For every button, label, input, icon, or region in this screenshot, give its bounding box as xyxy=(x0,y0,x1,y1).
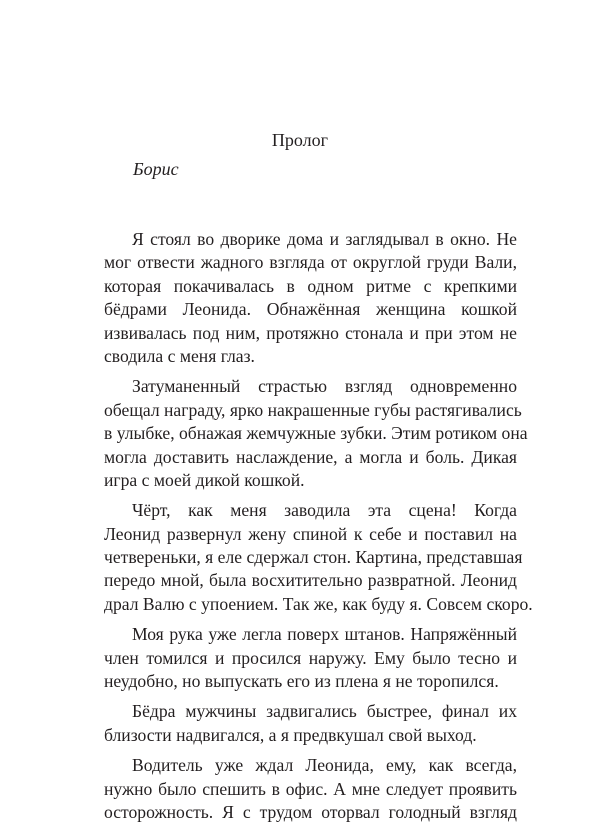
paragraph-gap xyxy=(104,492,517,499)
text-line: в улыбке, обнажая жемчужные зубки. Этим ротиком она xyxy=(104,423,528,444)
text-line: мог отвести жадного взгляда от округлой груди Вали, xyxy=(104,252,517,273)
text-line: Затуманенный страстью взгляд одновременно xyxy=(132,376,517,397)
text-line: член томился и просился наружу. Ему было тесно и xyxy=(104,647,517,668)
text-line: четвереньки, я еле сдержал стон. Картина, представшая xyxy=(104,547,523,568)
text-line: передо мной, была восхитительно развратной. Леонид xyxy=(104,570,517,591)
text-line: неудобно, но выпускать его из плена я не торопился. xyxy=(104,671,499,692)
paragraph xyxy=(104,499,533,616)
text-line: Моя рука уже легла поверх штанов. Напряжённый xyxy=(132,624,517,645)
paragraph-gap xyxy=(104,693,517,700)
text-line: Водитель уже ждал Леонида, ему, как всегда, xyxy=(132,755,517,776)
text-line: Бёдра мужчины задвигались быстрее, финал их xyxy=(132,701,517,722)
paragraph xyxy=(104,228,517,368)
paragraph-gap xyxy=(104,368,517,375)
body-text xyxy=(104,228,533,824)
paragraph-gap xyxy=(104,747,517,754)
paragraph xyxy=(104,754,517,824)
paragraph xyxy=(104,623,517,693)
text-line: Леонид развернул жену спиной к себе и поставил на xyxy=(104,523,517,544)
text-line: Я стоял во дворике дома и заглядывал в окно. Не xyxy=(132,229,517,249)
paragraph xyxy=(104,700,517,747)
text-line: обещал награду, ярко накрашенные губы растягивались xyxy=(104,399,522,420)
text-line: игра с моей дикой кошкой. xyxy=(104,469,305,490)
paragraph xyxy=(104,375,528,492)
chapter-title: Пролог xyxy=(271,130,329,150)
text-line: Чёрт, как меня заводила эта сцена! Когда xyxy=(132,500,517,521)
text-line: нужно было спешить в офис. А мне следует проявить xyxy=(104,778,517,799)
text-line: извивалась под ним, протяжно стонала и при этом не xyxy=(104,322,517,343)
text-line: которая покачивалась в одном ритме с крепкими xyxy=(104,275,517,296)
text-line: драл Валю с упоением. Так же, как буду я. Совсем скоро. xyxy=(104,593,533,614)
chapter-subtitle: Борис xyxy=(133,159,179,179)
text-line: сводила с меня глаз. xyxy=(104,345,255,366)
text-line: близости надвигался, а я предвкушал свой выход. xyxy=(104,724,477,745)
paragraph-gap xyxy=(104,616,517,623)
text-line: бёдрами Леонида. Обнажённая женщина кошкой xyxy=(104,299,517,320)
text-line: осторожность. Я с трудом оторвал голодный взгляд xyxy=(104,801,517,822)
text-line: могла доставить наслаждение, а могла и боль. Дикая xyxy=(104,446,517,467)
